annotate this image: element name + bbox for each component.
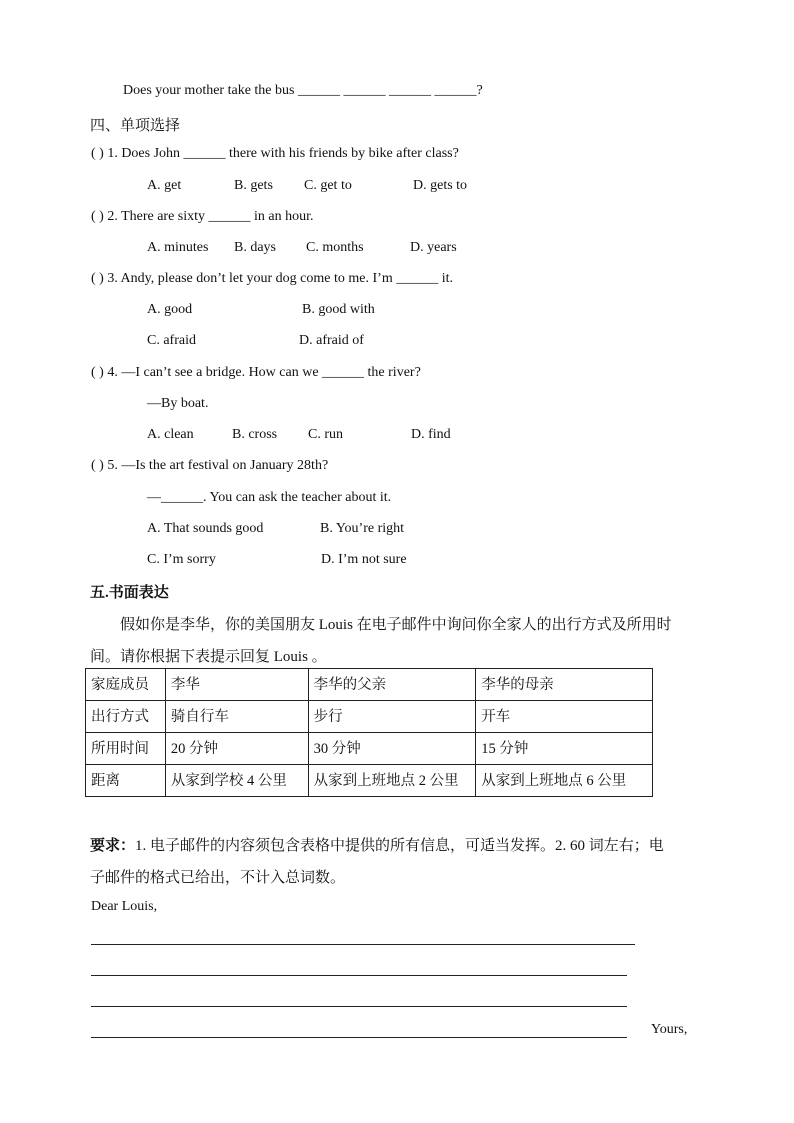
question-5-answer-line: —______. You can ask the teacher about it. (147, 490, 392, 505)
question-4-option-c: C. run (308, 427, 343, 442)
table-cell: 李华 (165, 669, 308, 701)
writing-line (91, 1006, 627, 1007)
travel-info-table (85, 668, 653, 797)
table-cell: 所用时间 (86, 733, 166, 765)
writing-intro-line2: 间。请你根据下表提示回复 Louis 。 (90, 649, 327, 665)
email-closing: Yours, (651, 1022, 688, 1037)
writing-line (91, 1037, 627, 1038)
table-row (86, 701, 653, 733)
requirement-line1: 要求：1. 电子邮件的内容须包含表格中提供的所有信息，可适当发挥。2. 60 词左右；电 (90, 838, 664, 854)
writing-line (91, 944, 635, 945)
table-cell: 骑自行车 (165, 701, 308, 733)
question-1-option-c: C. get to (304, 178, 352, 193)
table-cell: 从家到学校 4 公里 (165, 765, 308, 797)
table-cell: 15 分钟 (476, 733, 653, 765)
table-cell: 李华的母亲 (476, 669, 653, 701)
question-4-stem: ( ) 4. —I can’t see a bridge. How can we ______ the river? (91, 365, 421, 380)
question-3-option-b: B. good with (302, 302, 375, 317)
table-cell: 李华的父亲 (308, 669, 476, 701)
requirement-line2: 子邮件的格式已给出，不计入总词数。 (90, 870, 346, 886)
table-cell: 20 分钟 (165, 733, 308, 765)
question-4-option-b: B. cross (232, 427, 278, 442)
requirement-text: 1. 电子邮件的内容须包含表格中提供的所有信息，可适当发挥。2. 60 词左右；电 (135, 838, 664, 854)
question-2-stem: ( ) 2. There are sixty ______ in an hour. (91, 209, 314, 224)
question-1-stem: ( ) 1. Does John ______ there with his friends by bike after class? (91, 146, 459, 161)
table-cell: 从家到上班地点 6 公里 (476, 765, 653, 797)
question-3-option-c: C. afraid (147, 333, 196, 348)
question-5-stem: ( ) 5. —Is the art festival on January 28th? (91, 458, 329, 473)
question-5-option-b: B. You’re right (320, 521, 405, 536)
question-2-option-a: A. minutes (147, 240, 209, 255)
section4-title: 四、单项选择 (90, 118, 181, 134)
question-2-option-b: B. days (234, 240, 276, 255)
question-3-option-a: A. good (147, 302, 193, 317)
top-sentence: Does your mother take the bus ______ ______ ______ ______? (123, 83, 483, 98)
table-cell: 步行 (308, 701, 476, 733)
table-row (86, 669, 653, 701)
email-greeting: Dear Louis, (91, 899, 158, 914)
table-cell: 出行方式 (86, 701, 166, 733)
writing-intro-line1: 假如你是李华，你的美国朋友 Louis 在电子邮件中询问你全家人的出行方式及所用时 (120, 617, 672, 633)
table-cell: 从家到上班地点 2 公里 (308, 765, 476, 797)
section5-title: 五.书面表达 (90, 585, 169, 601)
question-1-option-a: A. get (147, 178, 182, 193)
table-cell: 开车 (476, 701, 653, 733)
question-1-option-d: D. gets to (413, 178, 468, 193)
question-5-option-c: C. I’m sorry (147, 552, 216, 567)
question-2-option-d: D. years (410, 240, 457, 255)
question-5-option-a: A. That sounds good (147, 521, 264, 536)
table-cell: 距离 (86, 765, 166, 797)
question-2-option-c: C. months (306, 240, 364, 255)
question-4-answer-line: —By boat. (147, 396, 209, 411)
question-4-option-d: D. find (411, 427, 451, 442)
question-4-option-a: A. clean (147, 427, 194, 442)
question-5-option-d: D. I’m not sure (321, 552, 407, 567)
question-3-stem: ( ) 3. Andy, please don’t let your dog come to me. I’m ______ it. (91, 271, 453, 286)
table-row (86, 733, 653, 765)
writing-line (91, 975, 627, 976)
requirement-label: 要求 (90, 838, 121, 854)
question-1-option-b: B. gets (234, 178, 273, 193)
table-cell: 家庭成员 (86, 669, 166, 701)
question-3-option-d: D. afraid of (299, 333, 364, 348)
table-cell: 30 分钟 (308, 733, 476, 765)
table-row (86, 765, 653, 797)
